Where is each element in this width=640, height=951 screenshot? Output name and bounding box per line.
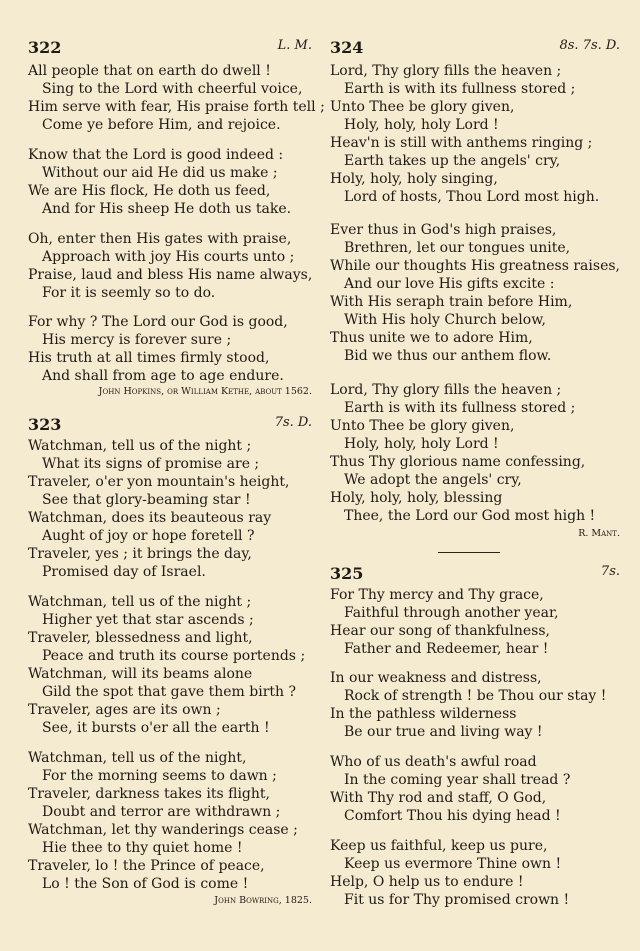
verse-line: Traveler, yes ; it brings the day,: [28, 546, 252, 562]
verse-line: Know that the Lord is good indeed :: [28, 147, 284, 163]
hymn-number: 325: [330, 564, 364, 583]
verse-line: Praise, laud and bless His name always,: [28, 267, 313, 283]
verse-line: His truth at all times firmly stood,: [28, 350, 270, 366]
verse-line: Sing to the Lord with cheerful voice,: [42, 81, 303, 97]
hymn-323-stanza-3: [28, 749, 312, 893]
hymn-number: 323: [28, 415, 62, 434]
verse-line: Comfort Thou his dying head !: [344, 808, 561, 824]
verse-line: Holy, holy, holy singing,: [330, 171, 498, 187]
verse-line: Rock of strength ! be Thou our stay !: [344, 688, 607, 704]
verse-line: We are His flock, He doth us feed,: [28, 183, 271, 199]
verse-line: His mercy is forever sure ;: [42, 332, 232, 348]
hymn-324-stanza-1: [330, 62, 620, 206]
verse-line: Holy, holy, holy Lord !: [344, 117, 499, 133]
verse-line: Watchman, will its beams alone: [28, 666, 253, 682]
verse-line: For the morning seems to dawn ;: [42, 768, 277, 784]
hymn-324-header: [330, 38, 620, 58]
hymn-324-stanza-3: [330, 381, 620, 525]
verse-line: Watchman, tell us of the night ;: [28, 594, 252, 610]
verse-line: Keep us faithful, keep us pure,: [330, 838, 548, 854]
hymn-meter: 7s. D.: [274, 415, 312, 430]
verse-line: Be our true and living way !: [344, 724, 543, 740]
verse-line: Ever thus in God's high praises,: [330, 222, 557, 238]
verse-line: See that glory-beaming star !: [42, 492, 251, 508]
verse-line: Help, O help us to endure !: [330, 874, 524, 890]
verse-line: In the pathless wilderness: [330, 706, 517, 722]
verse-line: Who of us death's awful road: [330, 754, 537, 770]
verse-line: Come ye before Him, and rejoice.: [42, 117, 281, 133]
verse-line: Lord, Thy glory fills the heaven ;: [330, 382, 562, 398]
section-divider: [438, 552, 500, 553]
verse-line: Traveler, lo ! the Prince of peace,: [28, 858, 265, 874]
verse-line: Earth is with its fullness stored ;: [344, 400, 576, 416]
verse-line: In the coming year shall tread ?: [344, 772, 571, 788]
verse-line: With Thy rod and staff, O God,: [330, 790, 547, 806]
verse-line: Thus Thy glorious name confessing,: [330, 454, 586, 470]
verse-line: While our thoughts His greatness raises,: [330, 258, 620, 274]
verse-line: Gild the spot that gave them birth ?: [42, 684, 296, 700]
hymn-325-stanza-2: [330, 669, 620, 741]
verse-line: Keep us evermore Thine own !: [344, 856, 562, 872]
verse-line: Holy, holy, holy Lord !: [344, 436, 499, 452]
verse-line: See, it bursts o'er all the earth !: [42, 720, 270, 736]
hymn-attribution: John Hopkins, or William Kethe, about 1562.: [98, 386, 312, 397]
hymn-meter: 8s. 7s. D.: [559, 38, 620, 53]
verse-line: Hear our song of thankfulness,: [330, 623, 550, 639]
verse-line: Earth is with its fullness stored ;: [344, 81, 576, 97]
hymn-323-stanza-2: [28, 593, 312, 737]
verse-line: And shall from age to age endure.: [42, 368, 284, 384]
verse-line: Aught of joy or hope foretell ?: [42, 528, 255, 544]
verse-line: Traveler, o'er yon mountain's height,: [28, 474, 290, 490]
verse-line: With His seraph train before Him,: [330, 294, 573, 310]
verse-line: Thus unite we to adore Him,: [330, 330, 533, 346]
verse-line: Lord, Thy glory fills the heaven ;: [330, 63, 562, 79]
verse-line: Peace and truth its course portends ;: [42, 648, 306, 664]
hymn-325-stanza-3: [330, 753, 620, 825]
verse-line: And our love His gifts excite :: [344, 276, 555, 292]
verse-line: Him serve with fear, His praise forth tell ;: [28, 99, 325, 115]
verse-line: Promised day of Israel.: [42, 564, 206, 580]
verse-line: Thee, the Lord our God most high !: [344, 508, 596, 524]
hymn-322-stanza-1: [28, 62, 325, 134]
verse-line: Brethren, let our tongues unite,: [344, 240, 571, 256]
hymn-number: 324: [330, 38, 364, 57]
hymn-323-header: [28, 415, 312, 435]
verse-line: Traveler, ages are its own ;: [28, 702, 221, 718]
verse-line: Earth takes up the angels' cry,: [344, 153, 561, 169]
hymn-322-stanza-2: [28, 146, 312, 218]
hymn-attribution: R. Mant.: [578, 528, 620, 539]
verse-line: For it is seemly so to do.: [42, 285, 216, 301]
verse-line: And for His sheep He doth us take.: [42, 201, 292, 217]
verse-line: We adopt the angels' cry,: [344, 472, 522, 488]
hymn-323-stanza-1: [28, 437, 312, 581]
verse-line: Traveler, darkness takes its flight,: [28, 786, 270, 802]
verse-line: Watchman, tell us of the night ;: [28, 438, 252, 454]
verse-line: Faithful through another year,: [344, 605, 559, 621]
hymn-meter: 7s.: [600, 564, 620, 579]
hymn-322-stanza-3: [28, 230, 312, 302]
verse-line: Holy, holy, holy, blessing: [330, 490, 503, 506]
verse-line: All people that on earth do dwell !: [28, 63, 271, 79]
verse-line: Approach with joy His courts unto ;: [42, 249, 295, 265]
verse-line: Unto Thee be glory given,: [330, 99, 515, 115]
hymn-meter: L. M.: [277, 38, 312, 53]
verse-line: In our weakness and distress,: [330, 670, 542, 686]
verse-line: Higher yet that star ascends ;: [42, 612, 254, 628]
hymn-attribution: John Bowring, 1825.: [214, 895, 312, 906]
verse-line: Watchman, let thy wanderings cease ;: [28, 822, 298, 838]
verse-line: Doubt and terror are withdrawn ;: [42, 804, 281, 820]
hymn-325-stanza-1: [330, 586, 620, 658]
verse-line: Father and Redeemer, hear !: [344, 641, 549, 657]
hymn-322-stanza-4: [28, 313, 312, 385]
verse-line: Fit us for Thy promised crown !: [344, 892, 570, 908]
verse-line: Watchman, tell us of the night,: [28, 750, 247, 766]
verse-line: For why ? The Lord our God is good,: [28, 314, 288, 330]
verse-line: Bid we thus our anthem flow.: [344, 348, 552, 364]
hymn-322-header: [28, 38, 312, 58]
hymn-number: 322: [28, 38, 62, 57]
hymn-324-stanza-2: [330, 221, 620, 365]
verse-line: Heav'n is still with anthems ringing ;: [330, 135, 593, 151]
verse-line: Traveler, blessedness and light,: [28, 630, 253, 646]
verse-line: Unto Thee be glory given,: [330, 418, 515, 434]
verse-line: Oh, enter then His gates with praise,: [28, 231, 292, 247]
verse-line: Watchman, does its beauteous ray: [28, 510, 272, 526]
verse-line: Lord of hosts, Thou Lord most high.: [344, 189, 600, 205]
verse-line: Hie thee to thy quiet home !: [42, 840, 243, 856]
verse-line: Lo ! the Son of God is come !: [42, 876, 249, 892]
verse-line: What its signs of promise are ;: [42, 456, 260, 472]
hymn-325-header: [330, 564, 620, 584]
hymn-325-stanza-4: [330, 837, 620, 909]
verse-line: With His holy Church below,: [344, 312, 546, 328]
verse-line: For Thy mercy and Thy grace,: [330, 587, 544, 603]
verse-line: Without our aid He did us make ;: [42, 165, 278, 181]
